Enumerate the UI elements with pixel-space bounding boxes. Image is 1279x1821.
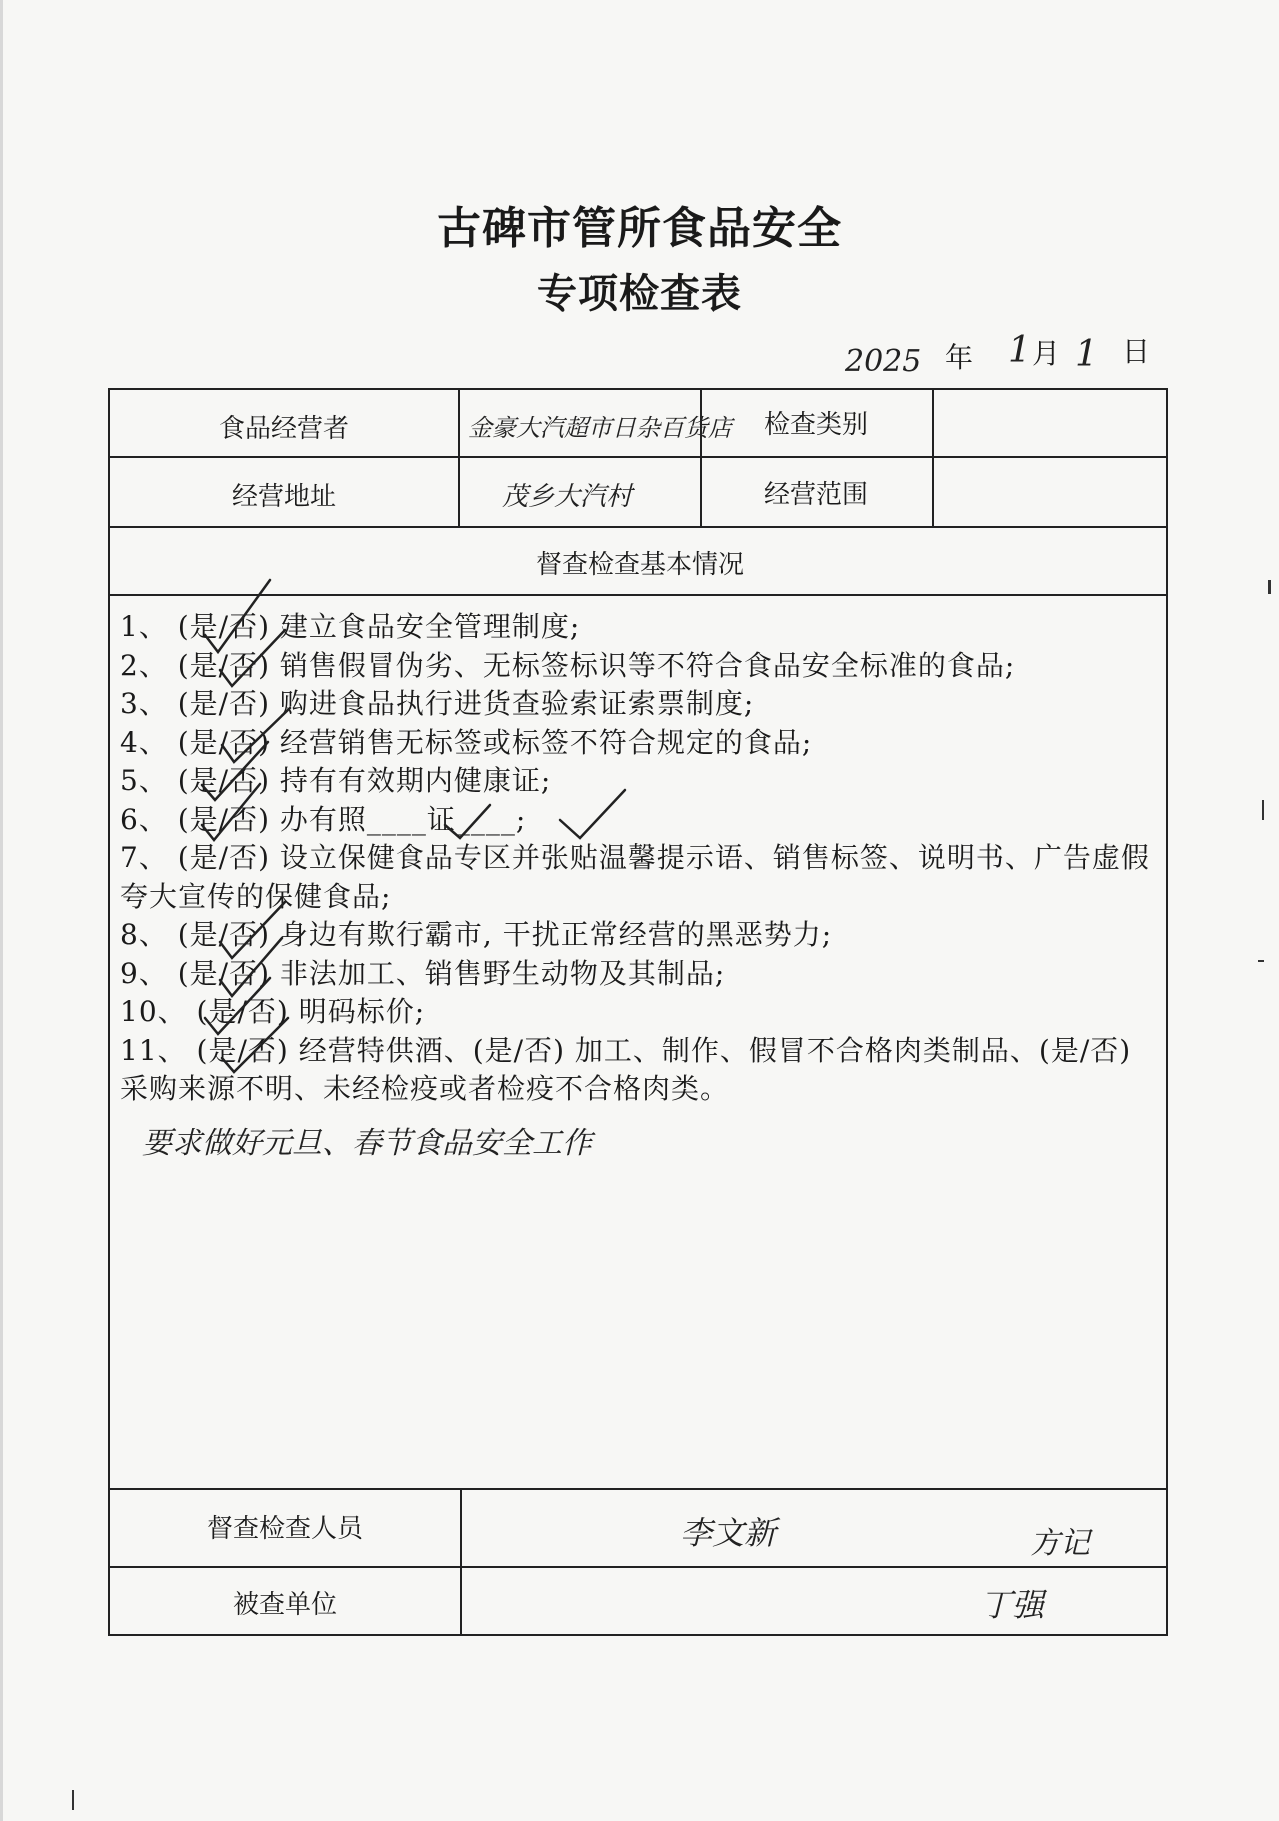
date-day-value: 1 [1075, 334, 1098, 375]
section-title: 督查检查基本情况 [535, 550, 744, 580]
checklist-item: 8、 (是/否) 身边有欺行霸市, 干扰正常经营的黑恶势力; [120, 918, 833, 951]
col-divider [460, 1488, 462, 1636]
checklist-item: 6、 (是/否) 办有照____证____; [120, 802, 527, 836]
inspector-signature-1: 李文新 [680, 1514, 777, 1552]
date-day-label: 日 [1122, 335, 1151, 368]
inspection-form [108, 388, 1168, 1636]
inspector-signature-2: 方记 [1030, 1526, 1090, 1561]
checklist-item: 10、 (是/否) 明码标价; [120, 995, 426, 1028]
checklist-item: 2、 (是/否) 销售假冒伪劣、无标签标识等不符合食品安全标准的食品; [120, 648, 1016, 682]
page-subtitle: 专项检查表 [537, 271, 742, 317]
checklist-item: 3、 (是/否) 购进食品执行进货查验索证索票制度; [120, 687, 755, 720]
row-divider [110, 1566, 1166, 1568]
inspection-remark: 要求做好元旦、春节食品安全工作 [142, 1126, 592, 1161]
row-divider [110, 456, 1166, 458]
date-month-value: 1 [1008, 330, 1031, 371]
col-divider [932, 390, 934, 526]
address-value: 茂乡大汽村 [502, 482, 633, 512]
operator-label: 食品经营者 [218, 414, 349, 444]
row-divider [110, 594, 1166, 596]
scan-speck [1262, 800, 1264, 820]
scope-label: 经营范围 [763, 480, 868, 510]
date-year-label: 年 [945, 341, 974, 374]
inspected-unit-signature: 丁强 [980, 1586, 1045, 1624]
col-divider [458, 390, 460, 526]
row-divider [110, 1488, 1166, 1490]
date-month-label: 月 [1032, 337, 1061, 370]
date-year-value: 2025 [845, 344, 922, 379]
inspector-label: 督查检查人员 [206, 1514, 363, 1544]
checklist [120, 608, 1160, 1109]
checklist-item: 11、 (是/否) 经营特供酒、(是/否) 加工、制作、假冒不合格肉类制品、(是/否) 采购来源不明、未经检疫或者检疫不合格肉类。 [120, 1033, 1132, 1105]
inspect-type-label: 检查类别 [763, 410, 868, 440]
operator-value: 金豪大汽超市日杂百货店 [468, 414, 732, 442]
checklist-item: 4、 (是/否) 经营销售无标签或标签不符合规定的食品; [120, 725, 813, 759]
scan-speck [1258, 960, 1264, 962]
address-label: 经营地址 [231, 482, 336, 512]
checklist-item: 5、 (是/否) 持有有效期内健康证; [120, 764, 552, 797]
scan-speck [1268, 580, 1271, 594]
scan-speck [72, 1790, 74, 1810]
inspected-unit-label: 被查单位 [232, 1590, 337, 1620]
checklist-item: 1、 (是/否) 建立食品安全管理制度; [120, 610, 581, 643]
checklist-item: 9、 (是/否) 非法加工、销售野生动物及其制品; [120, 956, 726, 990]
page-title: 古碑市管所食品安全 [437, 203, 842, 254]
scan-edge [0, 0, 3, 1821]
checklist-item: 7、 (是/否) 设立保健食品专区并张贴温馨提示语、销售标签、说明书、广告虚假夸大宣传的保健食品; [120, 841, 1150, 913]
row-divider [110, 526, 1166, 528]
